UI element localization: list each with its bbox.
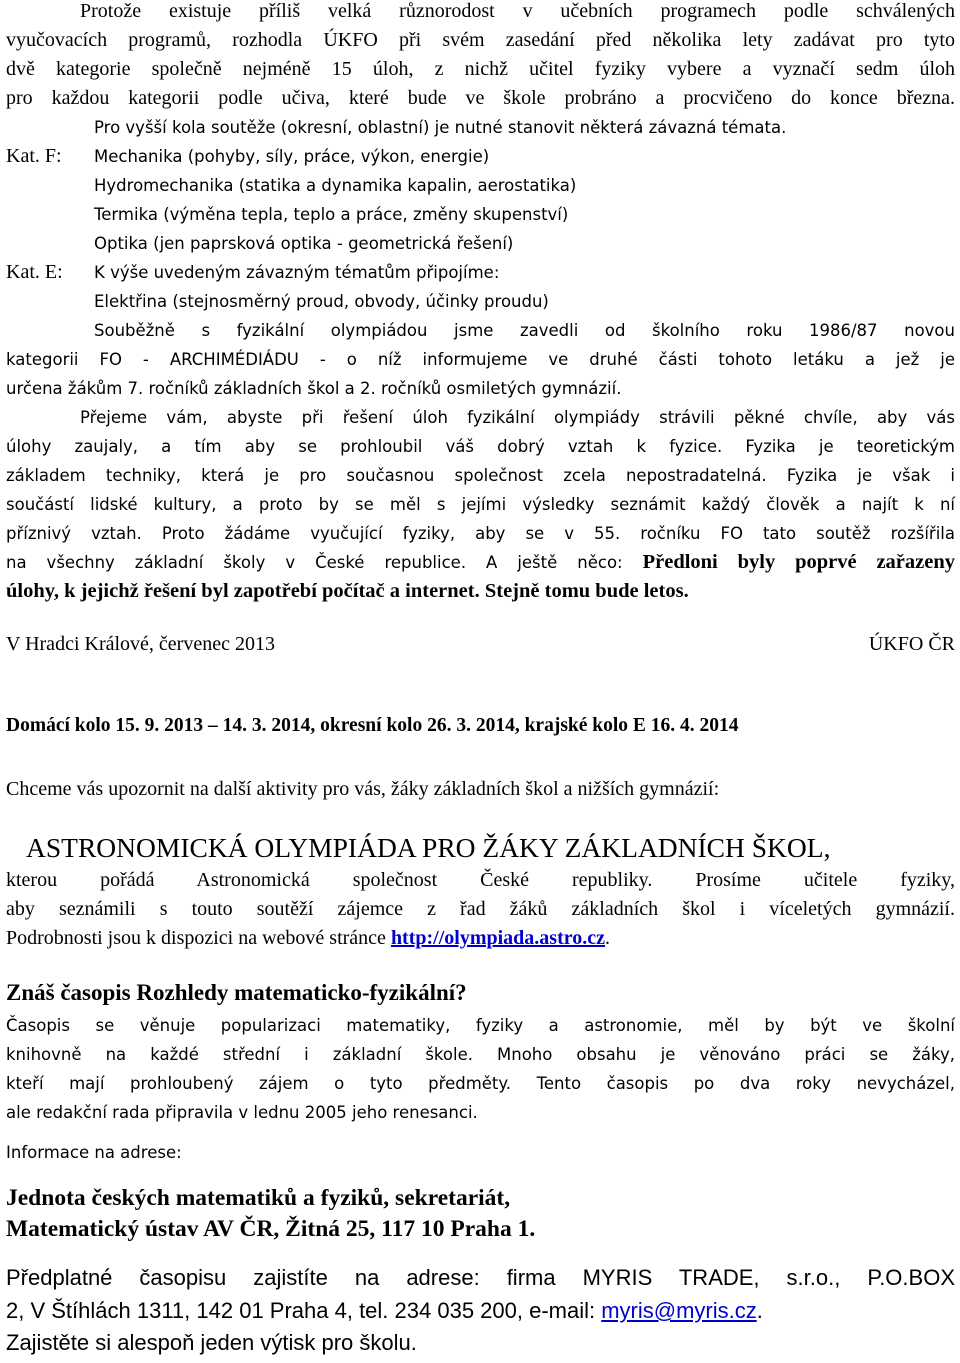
astro-line3-end: . [605, 927, 611, 949]
para2-line1: Souběžně s fyzikální olympiádou jsme zavedli od školního roku 1986/87 novou [94, 321, 955, 340]
intro-line: Chceme vás upozornit na další aktivity pro vás, žáky základních škol a nižších gymnázií: [6, 778, 720, 800]
subscription-line3: Zajistěte si alespoň jeden výtisk pro školu. [6, 1330, 417, 1355]
rozhledy-line1: Časopis se věnuje popularizaci matematiky, fyziky a astronomie, měl by být ve školní [6, 1016, 955, 1035]
para3-line2: úlohy zaujaly, a tím aby se prohloubil váš dobrý vztah k fyzice. Fyzika je teoretickým [6, 437, 955, 456]
kat-f-item: Mechanika (pohyby, síly, práce, výkon, energie) [94, 147, 490, 166]
rozhledy-line3: kteří mají prohloubený zájem o tyto předměty. Tento časopis po dva roky nevycházel, [6, 1074, 955, 1093]
para1-line5: Pro vyšší kola soutěže (okresní, oblastní) je nutné stanovit některá závazná témata. [94, 118, 787, 137]
para3-line1: Přejeme vám, abyste při řešení úloh fyzikální olympiády strávili pěkné chvíle, aby vás [80, 408, 955, 427]
kat-f-item: Optika (jen paprsková optika - geometrická řešení) [94, 234, 514, 253]
para2-line3: určena žákům 7. ročníků základních škol a 2. ročníků osmiletých gymnázií. [6, 379, 622, 398]
astro-line3-text: Podrobnosti jsou k dispozici na webové stránce [6, 927, 391, 949]
kat-f-item: Hydromechanika (statika a dynamika kapalin, aerostatika) [94, 176, 577, 195]
address-line1: Jednota českých matematiků a fyziků, sekretariát, [6, 1185, 511, 1211]
subscription-line1: Předplatné časopisu zajistíte na adrese: firma MYRIS TRADE, s.r.o., P.O.BOX [6, 1265, 955, 1290]
para3-line3: základem techniky, která je pro současnou společnost zcela nepostradatelná. Fyzika je však i [6, 466, 955, 485]
para1-line4: pro každou kategorii podle učiva, které bude ve škole probráno a procvičeno do konce března. [6, 87, 955, 109]
para1-line3: dvě kategorie společně nejméně 15 úloh, z nichž učitel fyziky vybere a vyznačí sedm úloh [6, 58, 955, 80]
para2-line2: kategorii FO - ARCHIMÉDIÁDU - o níž informujeme ve druhé části tohoto letáku a jež je [6, 350, 955, 369]
astro-line3 [6, 924, 955, 953]
astro-title: ASTRONOMICKÁ OLYMPIÁDA PRO ŽÁKY ZÁKLADNÍCH ŠKOL, [26, 832, 831, 863]
para1-line1: Protože existuje příliš velká různorodost v učebních programech podle schválených [80, 0, 955, 22]
dates-line: Domácí kolo 15. 9. 2013 – 14. 3. 2014, okresní kolo 26. 3. 2014, krajské kolo E 16. 4. 2014 [6, 715, 739, 736]
kat-e-item: K výše uvedeným závazným tématům připojíme: [94, 263, 500, 282]
info-label: Informace na adrese: [6, 1143, 182, 1162]
para3-line7: úlohy, k jejichž řešení byl zapotřebí počítač a internet. Stejně tomu bude letos. [6, 580, 689, 602]
rozhledy-line2: knihovně na každé střední i základní škole. Mnoho obsahu je věnováno práci se žáky, [6, 1045, 955, 1064]
kat-e-label: Kat. E: [6, 261, 63, 283]
para1-line2: vyučovacích programů, rozhodla ÚKFO při svém zasedání před několika lety zadávat pro tyto [6, 29, 955, 51]
subscription-line2-end: . [756, 1298, 763, 1323]
rozhledy-heading: Znáš časopis Rozhledy matematicko-fyzikální? [6, 980, 467, 1005]
rozhledy-line4: ale redakční rada připravila v lednu 2005 jeho renesanci. [6, 1103, 478, 1122]
kat-e-item: Elektřina (stejnosměrný proud, obvody, účinky proudu) [94, 292, 549, 311]
kat-f-label: Kat. F: [6, 145, 62, 167]
para3-line6 [6, 548, 955, 577]
para3-line6-bold: Předloni byly poprvé zařazeny [642, 551, 956, 573]
kat-f-item: Termika (výměna tepla, teplo a práce, změny skupenství) [94, 205, 569, 224]
subscription-line2-text: 2, V Štíhlách 1311, 142 01 Praha 4, tel. 234 035 200, e-mail: [6, 1298, 602, 1323]
signature-place-date: V Hradci Králové, červenec 2013 [6, 633, 275, 655]
para3-line6-text: na všechny základní školy v České republice. A ještě něco: [6, 553, 643, 572]
address-line2: Matematický ústav AV ČR, Žitná 25, 117 10 Praha 1. [6, 1216, 536, 1242]
para3-line5: příznivý vztah. Proto žádáme vyučující fyziky, aby se v 55. ročníku FO tato soutěž rozšířila [6, 524, 955, 543]
astro-line2: aby seznámili s touto soutěží zájemce z řad žáků základních škol i víceletých gymnázií. [6, 898, 955, 920]
email-link[interactable]: myris@myris.cz [601, 1298, 757, 1323]
para3-line4: součástí lidské kultury, a proto by se měl s jejími výsledky seznámit každý člověk a najít k ní [6, 495, 955, 514]
subscription-line2 [6, 1295, 955, 1327]
signature-org: ÚKFO ČR [868, 633, 955, 655]
astro-website-link[interactable]: http://olympiada.astro.cz [390, 927, 606, 949]
astro-line1: kterou pořádá Astronomická společnost České republiky. Prosíme učitele fyziky, [6, 869, 955, 891]
